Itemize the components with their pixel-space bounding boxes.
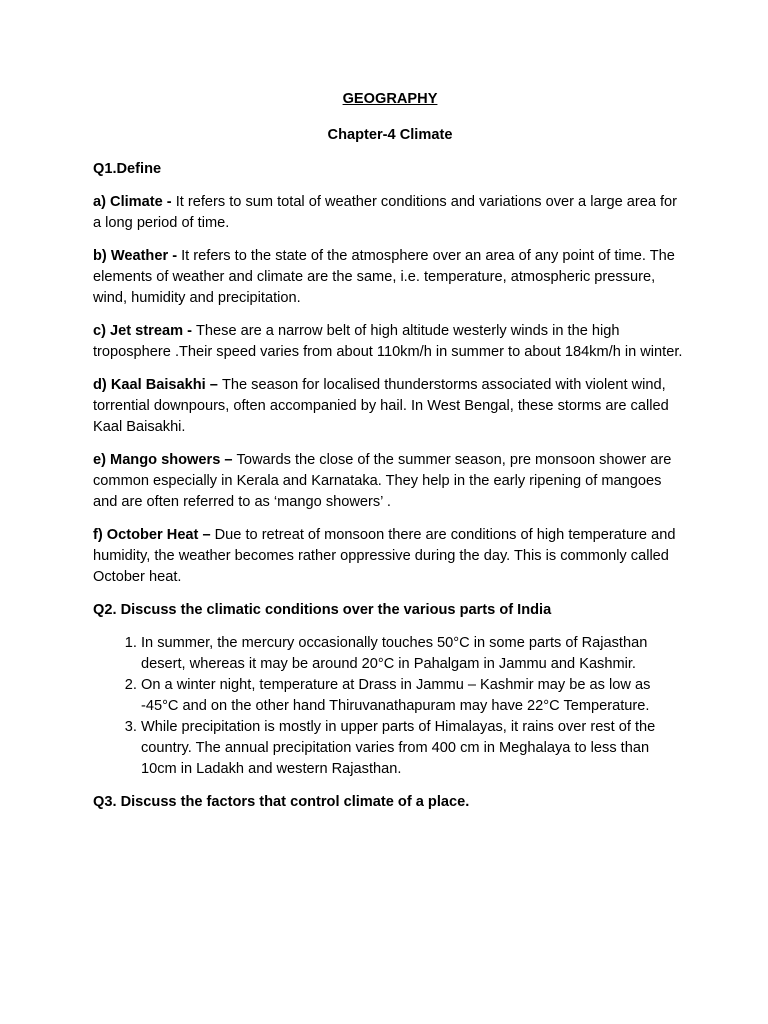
definition-weather	[93, 246, 683, 309]
document-body	[93, 159, 683, 825]
definition-kaal-baisakhi	[93, 375, 683, 438]
definition-text: The season for localised thunderstorms associated with violent wind, torrential downpours, often accompanied by hail. In West Bengal, these storms are called Kaal Baisakhi.	[93, 377, 669, 435]
definition-text: It refers to sum total of weather conditions and variations over a large area for a long period of time.	[93, 194, 678, 231]
definition-text: It refers to the state of the atmosphere over an area of any point of time. The elements of weather and climate are the same, i.e. temperature, atmospheric pressure, wind, humidity and precipitation.	[93, 248, 675, 306]
definition-term: c) Jet stream -	[93, 323, 197, 339]
definition-text: Towards the close of the summer season, pre monsoon shower are common especially in Kerala and Karnataka. They help in the early ripening of mangoes and are often referred to as ‘mango showers’ .	[93, 452, 672, 510]
list-item: 1. In summer, the mercury occasionally touches 50°C in some parts of Rajasthan desert, whereas it may be around 20°C in Pahalgam in Jammu and Kashmir.	[141, 633, 683, 675]
definition-text: These are a narrow belt of high altitude westerly winds in the high troposphere .Their speed varies from about 110km/h in summer to about 184km/h in winter.	[93, 323, 683, 360]
definition-mango-showers	[93, 450, 683, 513]
q2-heading: Q2. Discuss the climatic conditions over the various parts of India	[93, 602, 552, 618]
definition-term: b) Weather -	[93, 248, 182, 264]
definition-term: a) Climate -	[93, 194, 176, 210]
chapter-heading: Chapter-4 Climate	[327, 127, 453, 143]
page-title: GEOGRAPHY	[342, 91, 438, 107]
definition-term: f) October Heat –	[93, 527, 215, 543]
definition-climate	[93, 192, 683, 234]
list-item: 3. While precipitation is mostly in upper parts of Himalayas, it rains over rest of the country. The annual precipitation varies from 400 cm in Meghalaya to less than 10cm in Ladakh and western Rajasthan.	[141, 717, 683, 780]
definition-text: Due to retreat of monsoon there are conditions of high temperature and humidity, the weather becomes rather oppressive during the day. This is commonly called October heat.	[93, 527, 676, 585]
q1-heading: Q1.Define	[93, 161, 162, 177]
definition-term: e) Mango showers –	[93, 452, 237, 468]
list-item: 2. On a winter night, temperature at Drass in Jammu – Kashmir may be as low as -45°C and on the other hand Thiruvanathapuram may have 22°C Temperature.	[141, 675, 683, 717]
q3-heading: Q3. Discuss the factors that control climate of a place.	[93, 794, 470, 810]
definition-term: d) Kaal Baisakhi –	[93, 377, 222, 393]
q2-list	[93, 633, 683, 780]
definition-october-heat	[93, 525, 683, 588]
definition-jet-stream	[93, 321, 683, 363]
